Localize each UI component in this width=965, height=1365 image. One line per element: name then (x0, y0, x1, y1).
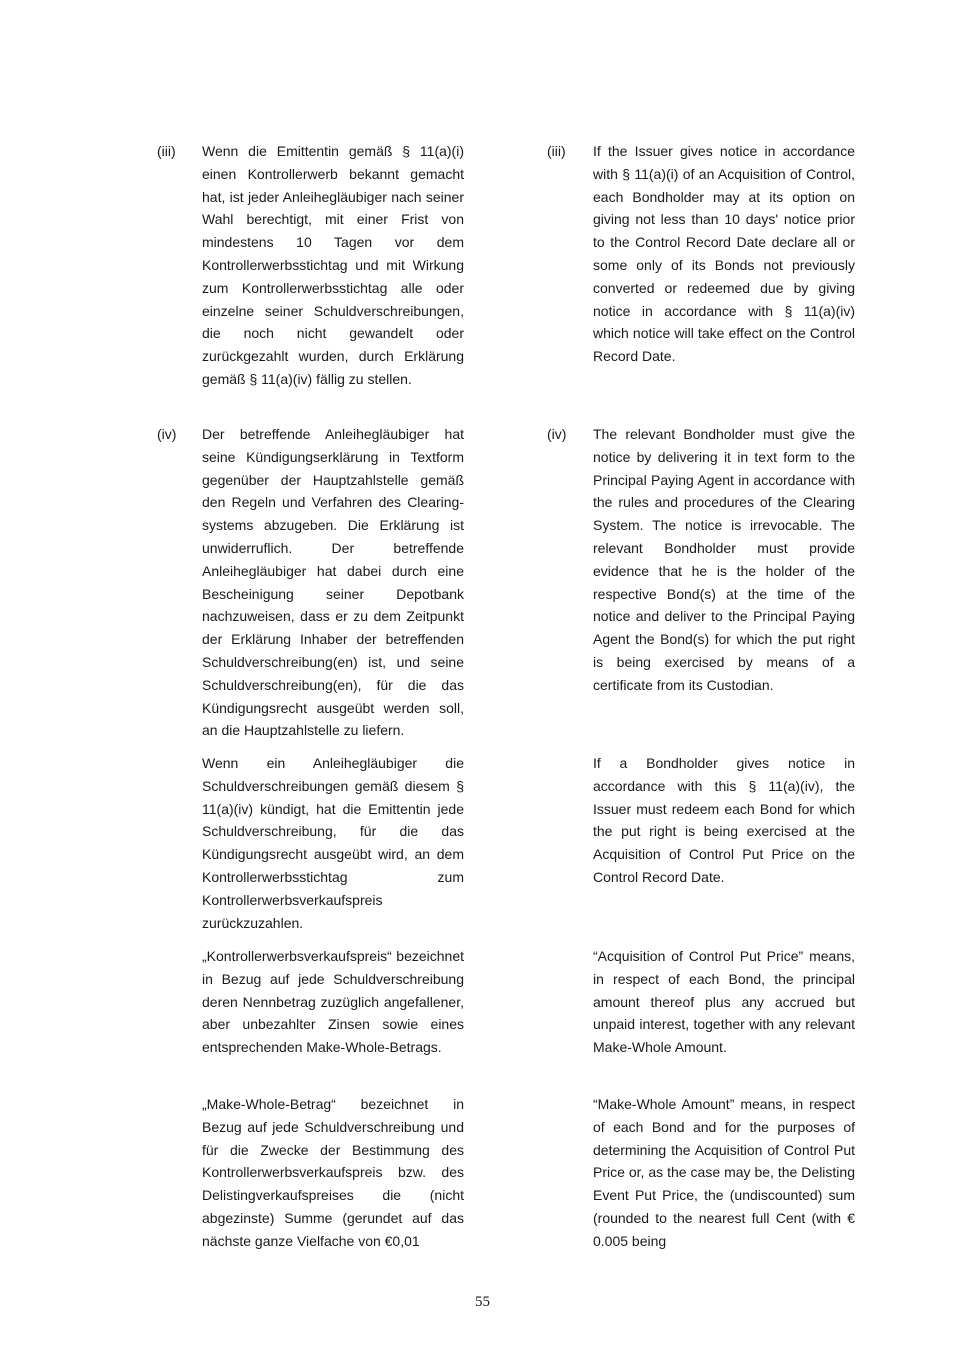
definition-text-de: „Make-Whole-Betrag“ bezeichnet in Bezug auf jede Schuldverschreibung und für die Zwecke der Bestimmung des Kontrollerwerbsverkaufspreis bzw. des Delistingverkaufspreises die (nicht abgezinste) Summe (gerundet auf das nächste ganze Vielfache von €0,01 (202, 1096, 464, 1249)
paragraph-text-en: If a Bondholder gives notice in accordance with this § 11(a)(iv), the Issuer must redeem each Bond for which the put right is being exercised at the Acquisition of Control Put Price on the Control Record Date. (593, 755, 855, 885)
paragraph-text-de: Wenn ein Anleihegläubiger die Schuldverschreibungen gemäß diesem § 11(a)(iv) kündigt, hat die Emittentin jede Schuldverschreibung, für die das Kündigungsrecht ausgeübt wird, an dem Kontrollerwerbsstichtag zum Kontrollerwerbsverkaufspreis zurückzuzahlen. (202, 755, 464, 931)
page-number: 55 (475, 1294, 490, 1310)
clause-text-en: The relevant Bondholder must give the notice by delivering it in text form to the Principal Paying Agent in accordance with the rules and procedures of the Clearing System. The notice is irrevocable. The relevant Bondholder must provide evidence that he is the holder of the respective Bond(s) at the time of the notice and deliver to the Principal Paying Agent the Bond(s) for which the put right is being exercised by means of a certificate from its Custodian. (593, 426, 855, 693)
definition-text-en: “Make-Whole Amount” means, in respect of each Bond and for the purposes of determining the Acquisition of Control Put Price or, as the case may be, the Delisting Event Put Price, the (undiscounted) sum (rounded to the nearest full Cent (with € 0.005 being (593, 1096, 855, 1249)
clause-number-de: (iii) (157, 143, 176, 159)
clause-text-de: Der betreffende Anleihegläubiger hat seine Kündigungserklärung in Textform gegenüber der Hauptzahlstelle gemäß den Regeln und Verfahren des Clearing-systems abzugeben. Die Erklärung ist unwiderruflich. Der betreffende Anleihegläubiger hat dabei durch eine Bescheinigung seiner Depotbank nachzuweisen, dass er zu dem Zeitpunkt der Erklärung Inhaber der betreffenden Schuldverschreibung(en) ist, und seine Schuldverschreibung(en), für die das Kündigungsrecht ausgeübt werden soll, an die Hauptzahlstelle zu liefern. (202, 426, 464, 739)
clause-number-en: (iii) (547, 143, 566, 159)
clause-number-en: (iv) (547, 426, 567, 442)
clause-text-en: If the Issuer gives notice in accordance with § 11(a)(i) of an Acquisition of Control, each Bondholder may at its option on giving not less than 10 days' notice prior to the Control Record Date declare all or some only of its Bonds not previously converted or redeemed due by giving notice in accordance with § 11(a)(iv) which notice will take effect on the Control Record Date. (593, 143, 855, 365)
definition-text-de: „Kontrollerwerbsverkaufspreis“ bezeichnet in Bezug auf jede Schuldverschreibung deren Nennbetrag zuzüglich angefallener, aber unbezahlter Zinsen sowie eines entsprechenden Make-Whole-Betrags. (202, 948, 464, 1056)
clause-number-de: (iv) (157, 426, 177, 442)
clause-text-de: Wenn die Emittentin gemäß § 11(a)(i) einen Kontrollerwerb bekannt gemacht hat, ist jeder Anleihegläubiger nach seiner Wahl berechtigt, mit einer Frist von mindestens 10 Tagen vor dem Kontrollerwerbsstichtag und mit Wirkung zum Kontrollerwerbsstichtag alle oder einzelne seiner Schuldverschreibungen, die noch nicht gewandelt oder zurückgezahlt wurden, durch Erklärung gemäß § 11(a)(iv) fällig zu stellen. (202, 143, 464, 387)
definition-text-en: “Acquisition of Control Put Price” means, in respect of each Bond, the principal amount thereof plus any accrued but unpaid interest, together with any relevant Make-Whole Amount. (593, 948, 855, 1056)
